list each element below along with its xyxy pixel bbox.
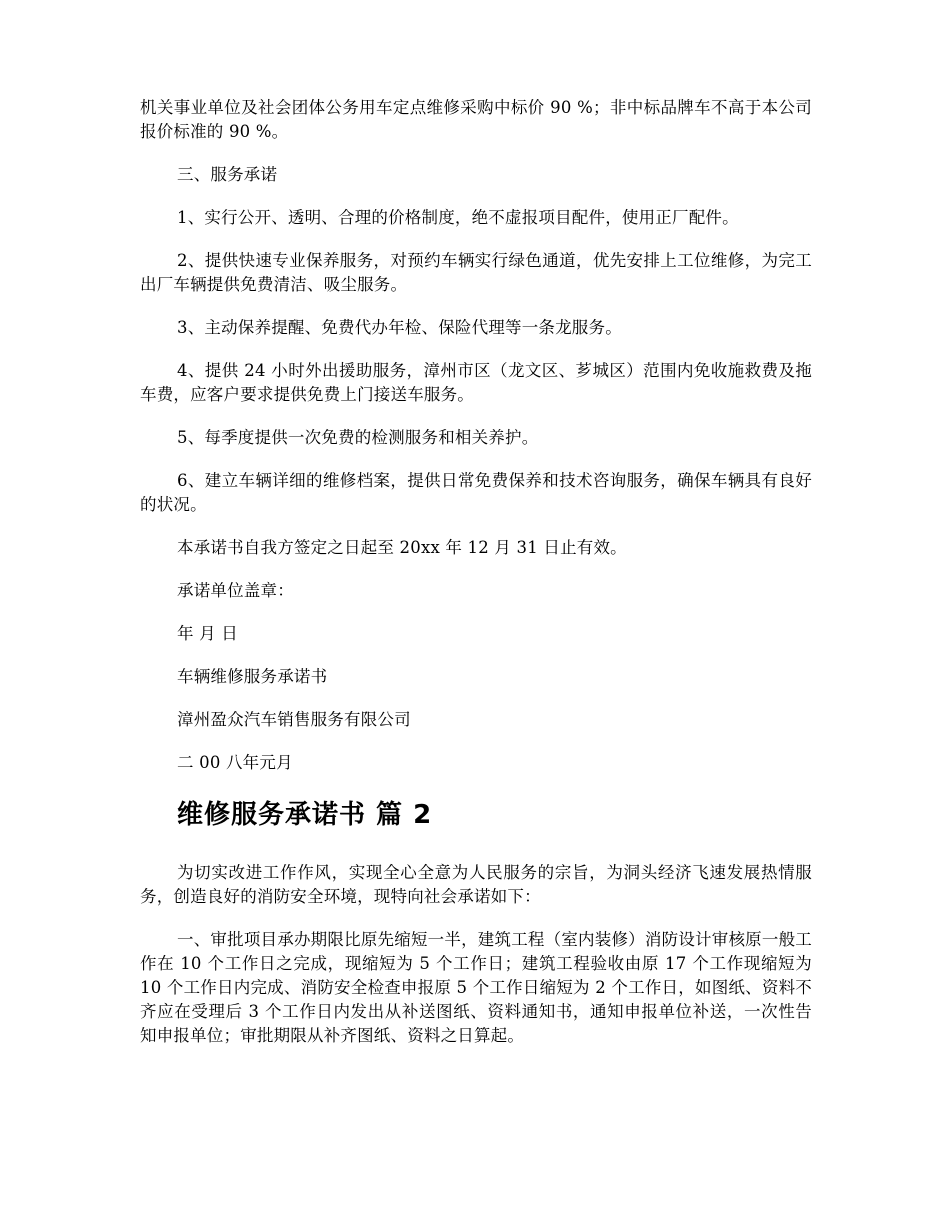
commitment-item-6: 6、建立车辆详细的维修档案，提供日常免费保养和技术咨询服务，确保车辆具有良好的状况。: [140, 471, 812, 514]
commitment-item-1: 1、实行公开、透明、合理的价格制度，绝不虚报项目配件，使用正厂配件。: [177, 208, 739, 227]
heading-service-commitment: 三、服务承诺: [177, 165, 278, 184]
commitment-item-4: 4、提供 24 小时外出援助服务，漳州市区（龙文区、芗城区）范围内免收施救费及拖车费，应客户要求提供免费上门接送车服务。: [140, 361, 812, 404]
paragraph-procurement-price: 机关事业单位及社会团体公务用车定点维修采购中标价 90 %；非中标品牌车不高于本公司报价标准的 90 %。: [140, 98, 812, 141]
document-name: 车辆维修服务承诺书: [177, 667, 328, 686]
commitment-item-5: 5、每季度提供一次免费的检测服务和相关养护。: [177, 428, 539, 447]
intro-paragraph: 为切实改进工作作风，实现全心全意为人民服务的宗旨，为洞头经济飞速发展热情服务，创造良好的消防安全环境，现特向社会承诺如下：: [140, 863, 812, 906]
seal-label: 承诺单位盖章：: [177, 581, 294, 600]
date-placeholder: 年 月 日: [177, 624, 238, 643]
section-title: 维修服务承诺书 篇 2: [177, 800, 433, 830]
validity-statement: 本承诺书自我方签定之日起至 20xx 年 12 月 31 日止有效。: [177, 538, 627, 557]
document-body: [140, 96, 812, 1048]
commitment-item-2: 2、提供快速专业保养服务，对预约车辆实行绿色通道，优先安排上工位维修，为完工出厂车辆提供免费清洁、吸尘服务。: [140, 251, 812, 294]
issue-date: 二 00 八年元月: [177, 753, 293, 772]
commitment-approval-deadline: 一、审批项目承办期限比原先缩短一半，建筑工程（室内装修）消防设计审核原一般工作在 10 个工作日之完成，现缩短为 5 个工作日；建筑工程验收由原 17 个工作现缩短为 10 个工作日内完成、消防安全检查申报原 5 个工作日缩短为 2 个工作日，如图纸、资料不齐应在受理后 3 个工作日内发出从补送图纸、资料通知书，通知申报单位补送，一次性告知申报单位；审批期限从补齐图纸、资料之日算起。: [140, 930, 812, 1045]
company-name: 漳州盈众汽车销售服务有限公司: [177, 710, 411, 729]
commitment-item-3: 3、主动保养提醒、免费代办年检、保险代理等一条龙服务。: [177, 318, 622, 337]
